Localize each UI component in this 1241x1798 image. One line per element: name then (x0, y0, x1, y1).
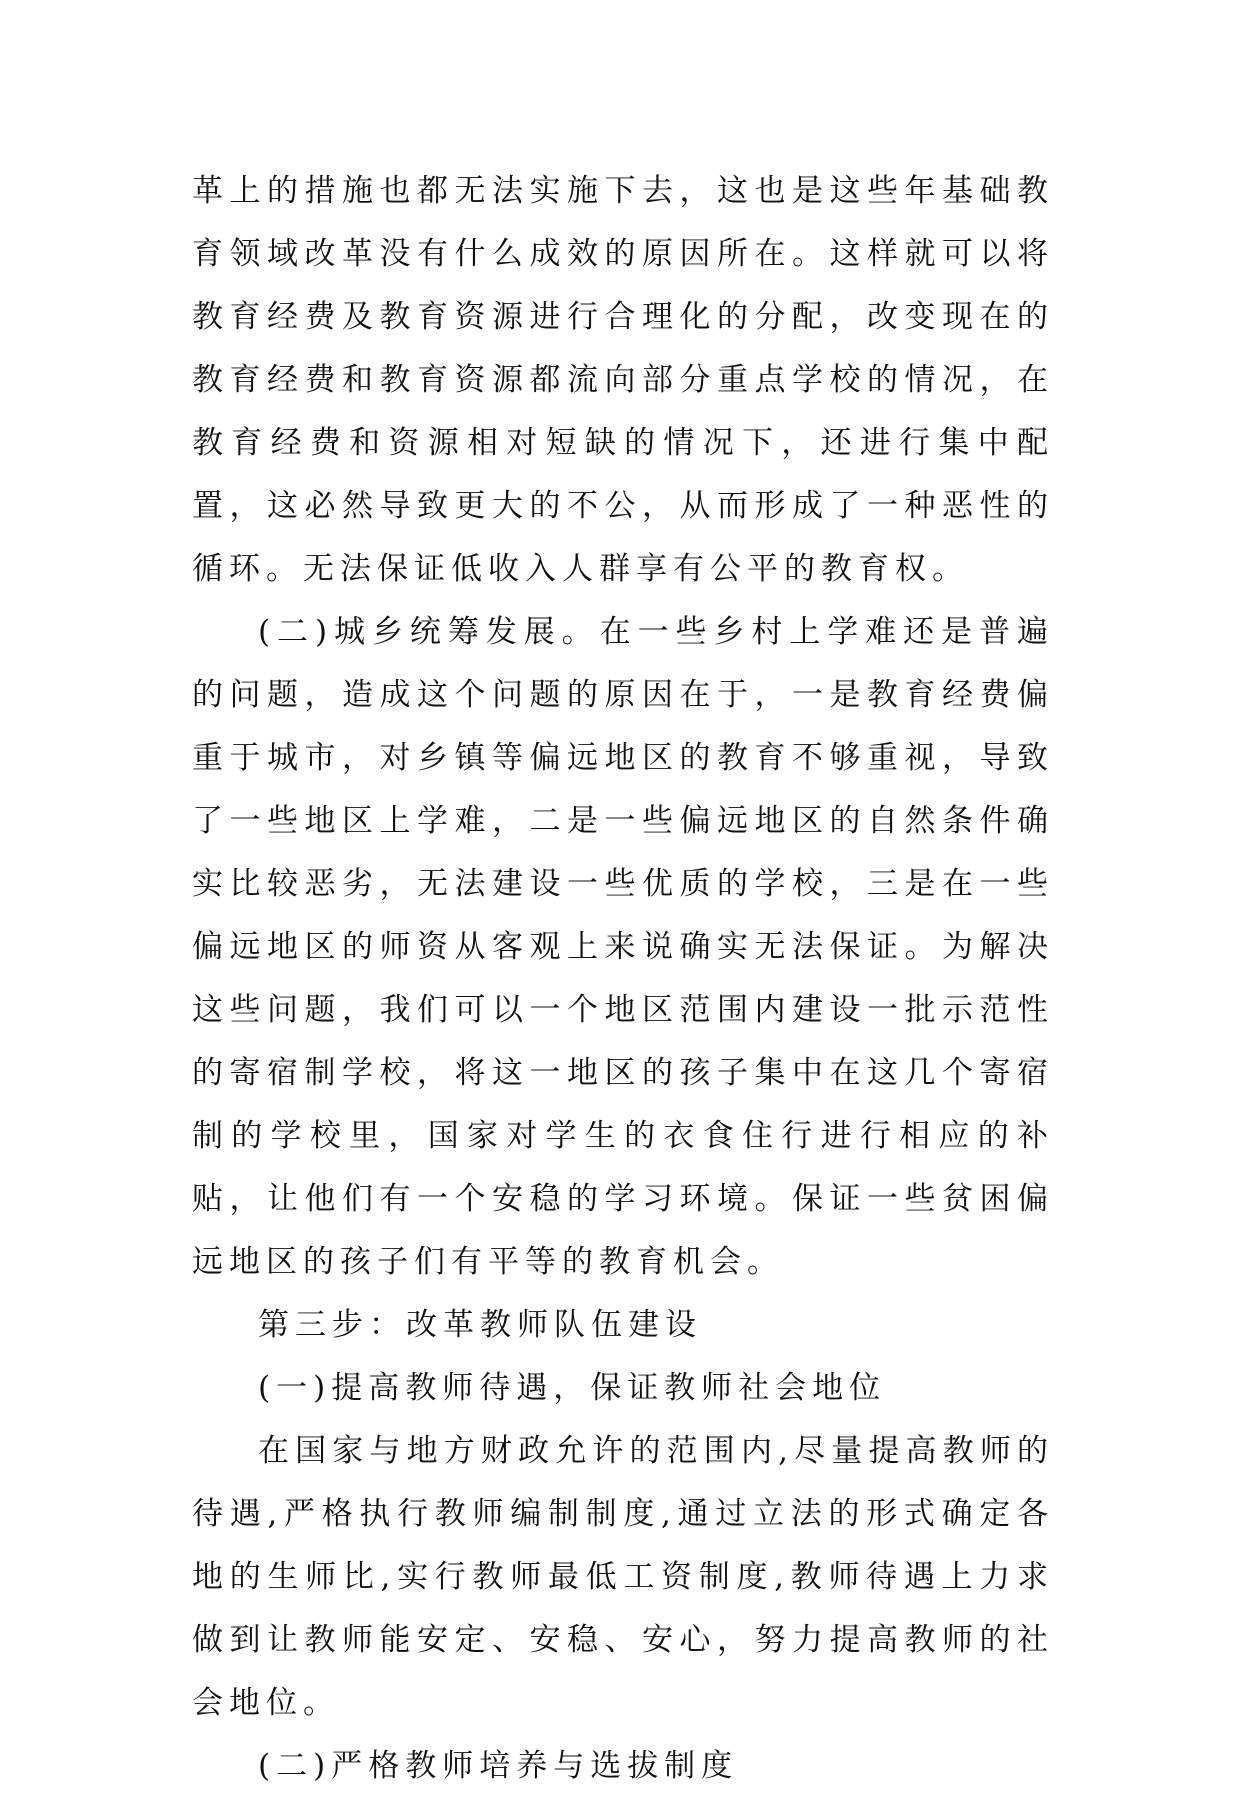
paragraph-urban-rural: (二)城乡统筹发展。在一些乡村上学难还是普遍的问题，造成这个问题的原因在于，一是教育经费偏重于城市，对乡镇等偏远地区的教育不够重视，导致了一些地区上学难，二是一些偏远地区的自然条件确实比较恶劣，无法建设一些优质的学校，三是在一些偏远地区的师资从客观上来说确实无法保证。为解决这些问题，我们可以一个地区范围内建设一批示范性的寄宿制学校，将这一地区的孩子集中在这几个寄宿制的学校里，国家对学生的衣食住行进行相应的补贴，让他们有一个安稳的学习环境。保证一些贫困偏远地区的孩子们有平等的教育机会。 (192, 614, 1054, 1280)
subheading-teacher-selection: (二)严格教师培养与选拔制度 (258, 1748, 739, 1784)
document-page (192, 160, 1054, 1798)
section-heading-step-three: 第三步：改革教师队伍建设 (258, 1307, 702, 1343)
paragraph-continuation: 革上的措施也都无法实施下去，这也是这些年基础教育领域改革没有什么成效的原因所在。这样就可以将教育经费及教育资源进行合理化的分配，改变现在的教育经费和教育资源都流向部分重点学校的情况，在教育经费和资源相对短缺的情况下，还进行集中配置，这必然导致更大的不公，从而形成了一种恶性的循环。无法保证低收入人群享有公平的教育权。 (192, 173, 1054, 587)
paragraph-teacher-pay: 在国家与地方财政允许的范围内,尽量提高教师的待遇,严格执行教师编制制度,通过立法的形式确定各地的生师比,实行教师最低工资制度,教师待遇上力求做到让教师能安定、安稳、安心，努力提高教师的社会地位。 (192, 1433, 1054, 1721)
subheading-teacher-pay: (一)提高教师待遇，保证教师社会地位 (258, 1370, 887, 1406)
